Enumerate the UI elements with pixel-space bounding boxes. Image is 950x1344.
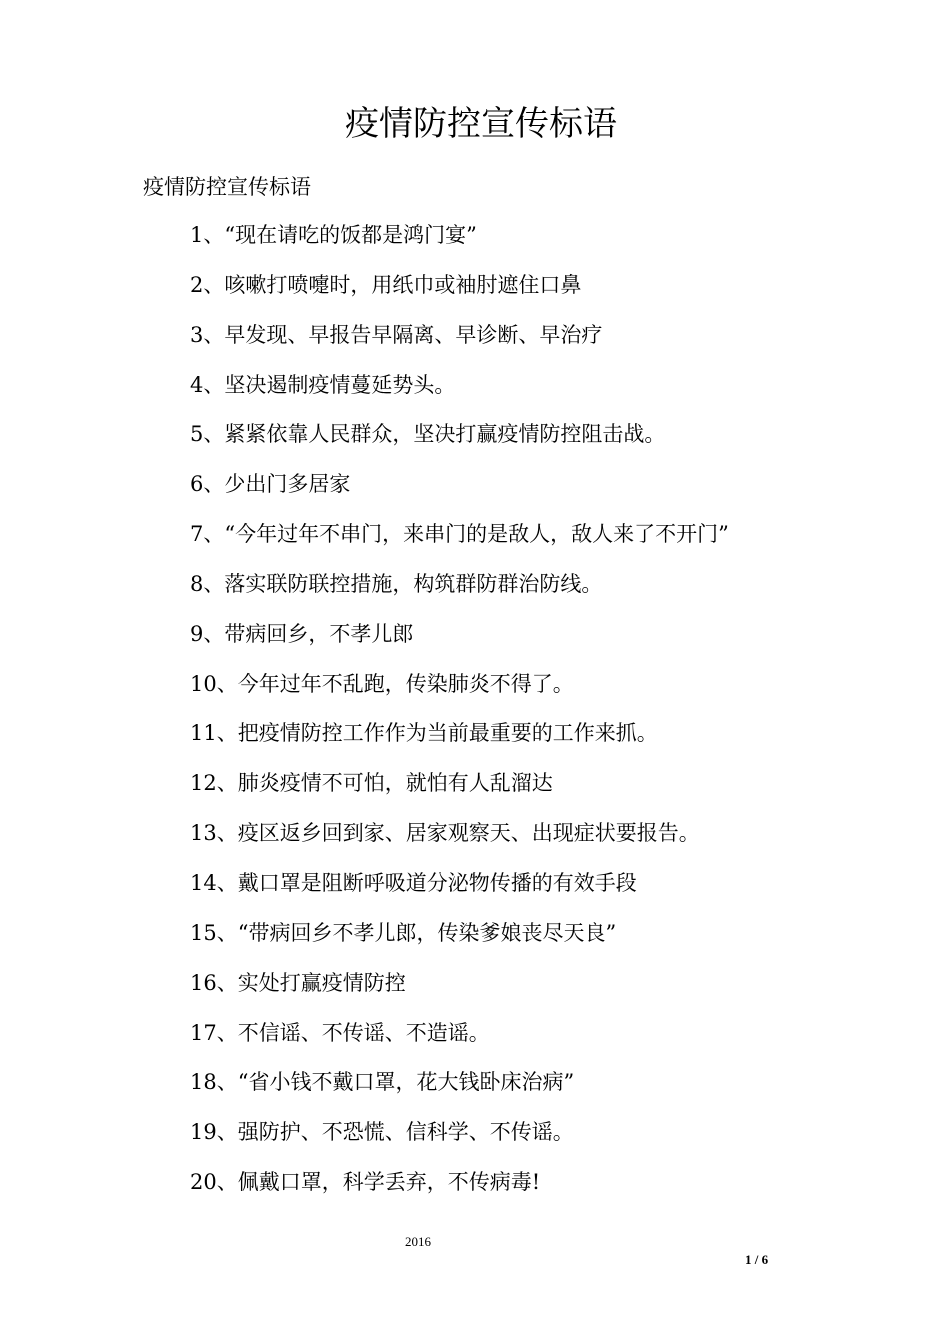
list-item: 8、落实联防联控措施，构筑群防群治防线。 xyxy=(190,571,603,596)
list-item: 20、佩戴口罩，科学丢弃，不传病毒! xyxy=(190,1170,541,1195)
list-item: 3、早发现、早报告早隔离、早诊断、早治疗 xyxy=(190,322,603,347)
list-item: 18、“省小钱不戴口罩，花大钱卧床治病” xyxy=(190,1070,575,1095)
list-item: 14、戴口罩是阻断呼吸道分泌物传播的有效手段 xyxy=(190,870,637,895)
list-item: 16、实处打赢疫情防控 xyxy=(190,970,406,995)
page-title: 疫情防控宣传标语 xyxy=(345,104,617,144)
list-item: 15、“带病回乡不孝儿郎，传染爹娘丧尽天良” xyxy=(190,920,617,945)
list-item: 7、“今年过年不串门，来串门的是敌人，敌人来了不开门” xyxy=(190,522,729,547)
list-item: 12、肺炎疫情不可怕，就怕有人乱溜达 xyxy=(190,771,553,796)
list-item: 6、少出门多居家 xyxy=(190,472,351,497)
slogan-list xyxy=(190,220,729,1217)
list-item: 4、坚决遏制疫情蔓延势头。 xyxy=(190,372,456,397)
list-item: 13、疫区返乡回到家、居家观察天、出现症状要报告。 xyxy=(190,821,700,846)
list-item: 11、把疫情防控工作作为当前最重要的工作来抓。 xyxy=(190,721,658,746)
list-item: 10、今年过年不乱跑，传染肺炎不得了。 xyxy=(190,671,574,696)
page-number: 1 / 6 xyxy=(745,1252,769,1267)
list-item: 17、不信谣、不传谣、不造谣。 xyxy=(190,1020,490,1045)
list-item: 19、强防护、不恐慌、信科学、不传谣。 xyxy=(190,1120,574,1145)
list-item: 5、紧紧依靠人民群众，坚决打赢疫情防控阻击战。 xyxy=(190,422,666,447)
list-item: 2、咳嗽打喷嚏时，用纸巾或袖肘遮住口鼻 xyxy=(190,272,582,297)
list-item: 1、“现在请吃的饭都是鸿门宴” xyxy=(190,223,477,247)
list-item: 9、带病回乡，不孝儿郎 xyxy=(190,621,414,646)
footer-year: 2016 xyxy=(405,1234,431,1249)
document-subtitle: 疫情防控宣传标语 xyxy=(143,175,311,199)
